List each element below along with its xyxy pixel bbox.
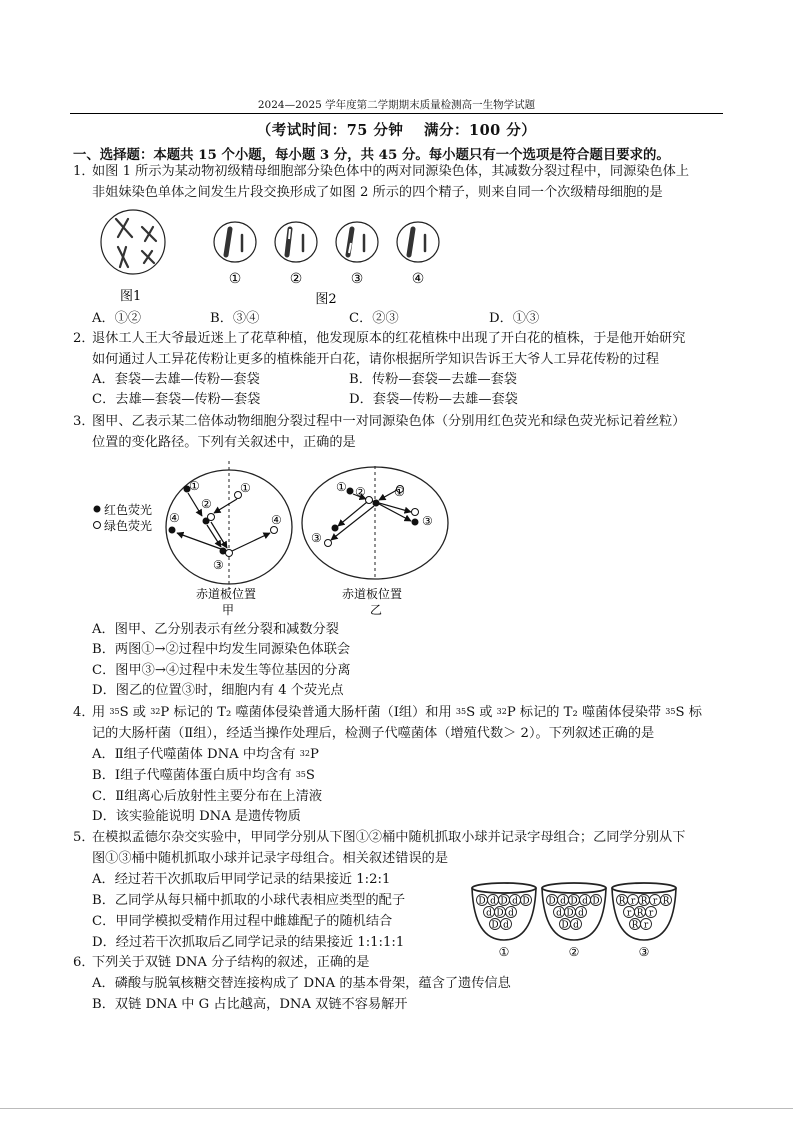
bucket-label: ② bbox=[568, 945, 580, 959]
q3-stem-line1: 图甲、乙表示某二倍体动物细胞分裂过程中一对同源染色体（分别用红色荧光和绿色荧光标记着丝粒） bbox=[92, 414, 686, 429]
svg-text:②: ② bbox=[201, 497, 212, 511]
svg-text:④: ④ bbox=[271, 513, 282, 527]
ball-letter: R bbox=[618, 896, 626, 907]
ball-letter: d bbox=[490, 896, 496, 907]
q6-number: 6． bbox=[73, 955, 95, 970]
bucket-label: ① bbox=[498, 945, 510, 959]
figure2-sperm-1 bbox=[214, 222, 256, 262]
q3-option-b: B．两图①→②过程中均发生同源染色体联会 bbox=[92, 642, 351, 657]
figure2-sperm-3 bbox=[336, 222, 378, 262]
q4-number: 4． bbox=[73, 705, 95, 720]
q5-option-a: A．经过若干次抓取后甲同学记录的结果接近 1:2:1 bbox=[92, 872, 391, 887]
legend-red-dot bbox=[94, 506, 101, 513]
ball-letter: r bbox=[652, 896, 658, 907]
q1-stem-line1: 如图 1 所示为某动物初级精母细胞部分染色体中的两对同源染色体，其减数分裂过程中，同源染色体上 bbox=[92, 164, 690, 179]
figure2-label: 图2 bbox=[315, 292, 337, 307]
svg-text:③: ③ bbox=[213, 558, 224, 572]
q4-stem-line2: 记的大肠杆菌（Ⅱ组），经适当操作处理后，检测子代噬菌体（增殖代数＞ 2）。下列叙述正确的是 bbox=[92, 726, 655, 741]
ball-letter: d bbox=[573, 920, 579, 931]
cell-a bbox=[166, 461, 292, 593]
ball-letter: d bbox=[512, 896, 518, 907]
q4-option-b: B．Ⅰ组子代噬菌体蛋白质中均含有 $^{35}$S bbox=[92, 768, 315, 783]
cell-b-label: 乙 bbox=[370, 603, 383, 617]
svg-text:③: ③ bbox=[311, 531, 322, 545]
q2-number: 2． bbox=[73, 331, 95, 346]
q5-option-c: C．甲同学模拟受精作用过程中雌雄配子的随机结合 bbox=[92, 914, 393, 929]
q6-option-a: A．磷酸与脱氧核糖交替连接构成了 DNA 的基本骨架，蕴含了遗传信息 bbox=[92, 976, 511, 991]
ball-letter: R bbox=[640, 896, 648, 907]
q6-option-b: B．双链 DNA 中 G 占比越高，DNA 双链不容易解开 bbox=[92, 997, 408, 1012]
bucket-group bbox=[472, 883, 676, 959]
legend-green-dot bbox=[94, 522, 101, 529]
ball-letter: r bbox=[643, 920, 649, 931]
ball-letter: d bbox=[560, 896, 566, 907]
figure1-cell bbox=[101, 210, 165, 274]
ball-letter: R bbox=[631, 920, 639, 931]
svg-text:①: ① bbox=[336, 480, 347, 494]
ball-letter: D bbox=[548, 896, 556, 907]
svg-text:①: ① bbox=[189, 479, 200, 493]
bucket-rim bbox=[542, 883, 606, 893]
ball-letter: d bbox=[486, 908, 492, 919]
legend-green: 绿色荧光 bbox=[104, 519, 153, 533]
q6-stem-line1: 下列关于双链 DNA 分子结构的叙述，正确的是 bbox=[92, 955, 370, 970]
q4-option-c: C．Ⅱ组离心后放射性主要分布在上清液 bbox=[92, 789, 323, 804]
q3-number: 3． bbox=[73, 414, 95, 429]
ball-letter: D bbox=[500, 896, 508, 907]
q5-option-d: D．经过若干次抓取后乙同学记录的结果接近 1:1:1:1 bbox=[92, 935, 405, 950]
ball-letter: r bbox=[648, 908, 654, 919]
q3-figure bbox=[88, 456, 468, 618]
ball-letter: r bbox=[630, 896, 636, 907]
ball-letter: d bbox=[556, 908, 562, 919]
q4-stem-line1: 用 $^{35}$S 或 $^{32}$P 标记的 T₂ 噬菌体侵染普通大肠杆菌（Ⅰ组）和用 $^{35}$S 或 $^{32}$P 标记的 T₂ 噬菌体侵染带 $^{35}$S 标 bbox=[92, 705, 702, 720]
ball-letter: D bbox=[522, 896, 530, 907]
q1-stem-line2: 非姐妹染色单体之间发生片段交换形成了如图 2 所示的四个精子，则来自同一个次级精母细胞的是 bbox=[92, 185, 663, 200]
ball-letter: d bbox=[508, 908, 514, 919]
svg-text:①: ① bbox=[240, 481, 251, 495]
bucket-rim bbox=[472, 883, 536, 893]
q2-option-a: A．套袋—去雄—传粉—套袋 bbox=[92, 372, 260, 387]
cell-b bbox=[302, 466, 448, 580]
ball-letter: r bbox=[626, 908, 632, 919]
ball-letter: D bbox=[478, 896, 486, 907]
q1-option-a: A．①② bbox=[92, 311, 142, 326]
ball-letter: R bbox=[662, 896, 670, 907]
q4-option-a: A．Ⅱ组子代噬菌体 DNA 中均含有 $^{32}$P bbox=[92, 747, 319, 762]
exam-info: （考试时间：75 分钟 满分：100 分） bbox=[256, 122, 537, 139]
ball-letter: d bbox=[578, 908, 584, 919]
q2-stem-line2: 如何通过人工异花传粉让更多的植株能开白花，请你根据所学知识告诉王大爷人工异花传粉的过程 bbox=[92, 352, 660, 367]
ball-letter: D bbox=[561, 920, 569, 931]
q5-number: 5． bbox=[73, 830, 95, 845]
q2-option-d: D．套袋—传粉—去雄—套袋 bbox=[349, 392, 518, 407]
legend-red: 红色荧光 bbox=[104, 503, 153, 517]
ball-letter: D bbox=[570, 896, 578, 907]
section-title: 一、选择题：本题共 15 个小题，每小题 3 分，共 45 分。每小题只有一个选项是符合题目要求的。 bbox=[73, 147, 670, 163]
q1-option-c: C．②③ bbox=[349, 311, 399, 326]
svg-text:②: ② bbox=[355, 485, 366, 499]
sperm-label-3: ③ bbox=[350, 271, 364, 287]
sperm-label-4: ④ bbox=[411, 271, 425, 287]
bucket-rim bbox=[612, 883, 676, 893]
q2-option-b: B．传粉—套袋—去雄—套袋 bbox=[349, 372, 517, 387]
q1-number: 1． bbox=[73, 164, 95, 179]
q4-option-d: D．该实验能说明 DNA 是遗传物质 bbox=[92, 809, 301, 824]
q3-stem-line2: 位置的变化路径。下列有关叙述中，正确的是 bbox=[92, 435, 356, 450]
svg-text:①: ① bbox=[394, 485, 405, 499]
ball-letter: d bbox=[503, 920, 509, 931]
sperm-label-1: ① bbox=[228, 271, 242, 287]
exam-header-title: 2024—2025 学年度第二学期期末质量检测高一生物学试题 bbox=[257, 99, 536, 111]
q1-option-d: D．①③ bbox=[489, 311, 540, 326]
q5-buckets bbox=[468, 876, 698, 962]
q2-option-c: C．去雄—套袋—传粉—套袋 bbox=[92, 392, 261, 407]
page-bottom-divider bbox=[0, 1108, 793, 1109]
bucket-label: ③ bbox=[638, 945, 650, 959]
q3-option-d: D．图乙的位置③时，细胞内有 4 个荧光点 bbox=[92, 683, 344, 698]
cell-a-label: 甲 bbox=[222, 603, 235, 617]
ball-letter: D bbox=[491, 920, 499, 931]
plate-label-a: 赤道板位置 bbox=[196, 587, 257, 601]
q3-option-a: A．图甲、乙分别表示有丝分裂和减数分裂 bbox=[92, 622, 339, 637]
figure2-sperm-2 bbox=[275, 222, 317, 262]
q1-figures bbox=[90, 205, 490, 317]
figure2-sperm-4 bbox=[397, 222, 439, 262]
ball-letter: R bbox=[636, 908, 644, 919]
q3-option-c: C．图甲③→④过程中未发生等位基因的分离 bbox=[92, 663, 351, 678]
svg-text:③: ③ bbox=[422, 514, 433, 528]
ball-letter: D bbox=[496, 908, 504, 919]
sperm-label-2: ② bbox=[289, 271, 303, 287]
ball-letter: D bbox=[566, 908, 574, 919]
q5-stem-line1: 在模拟孟德尔杂交实验中，甲同学分别从下图①②桶中随机抓取小球并记录字母组合；乙同学分别从下 bbox=[92, 830, 686, 845]
header-divider bbox=[70, 113, 723, 114]
svg-text:④: ④ bbox=[169, 511, 180, 525]
ball-letter: d bbox=[582, 896, 588, 907]
plate-label-b: 赤道板位置 bbox=[342, 587, 403, 601]
q5-stem-line2: 图①③桶中随机抓取小球并记录字母组合。相关叙述错误的是 bbox=[92, 851, 449, 866]
q1-option-b: B．③④ bbox=[210, 311, 260, 326]
q2-stem-line1: 退休工人王大爷最近迷上了花草种植，他发现原本的红花植株中出现了开白花的植株，于是他开始研究 bbox=[92, 331, 686, 346]
ball-letter: D bbox=[592, 896, 600, 907]
figure1-label: 图1 bbox=[120, 289, 142, 304]
q5-option-b: B．乙同学从每只桶中抓取的小球代表相应类型的配子 bbox=[92, 893, 406, 908]
